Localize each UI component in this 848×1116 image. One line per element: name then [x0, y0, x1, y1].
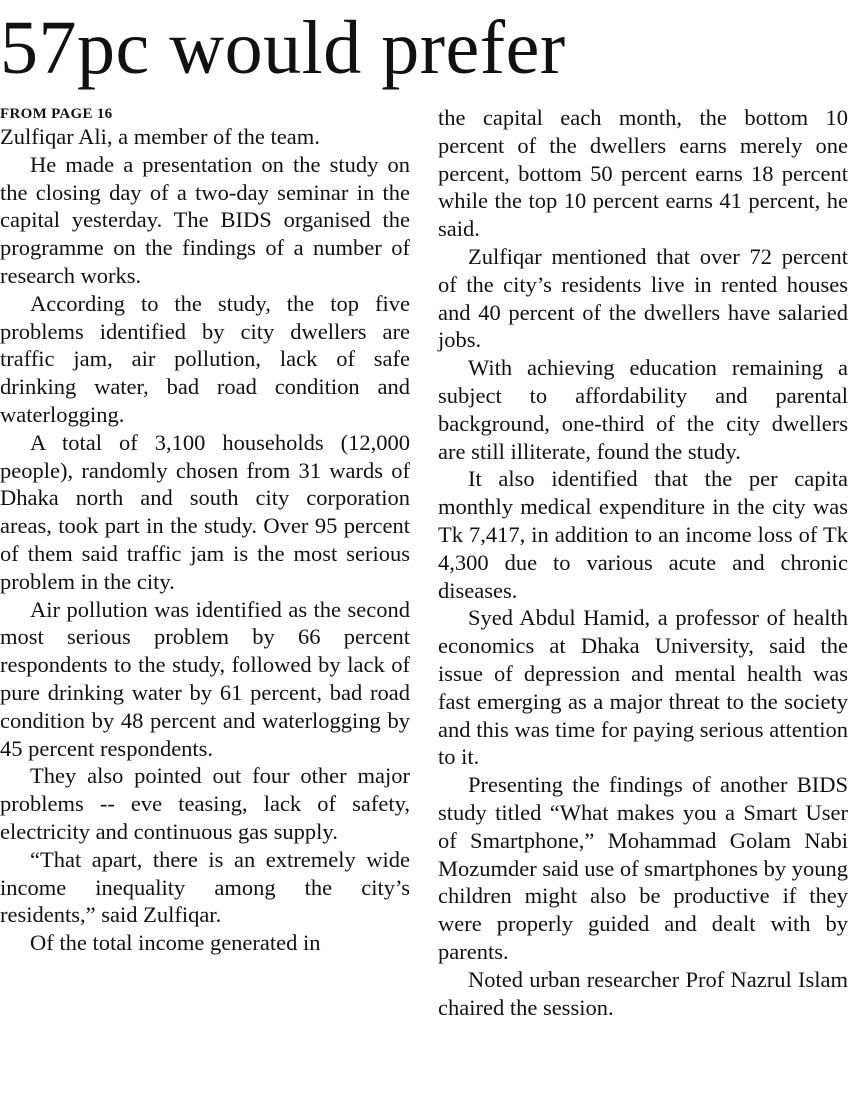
jump-line: FROM PAGE 16 — [0, 106, 113, 122]
paragraph: Air pollution was identified as the second most serious problem by 66 percent respondents to the study, followed by lack of pure drinking water by 61 percent, bad road condition by 48 percent and waterlogging by 45 percent respondents. — [0, 596, 410, 761]
headline: 57pc would prefer — [0, 6, 566, 90]
paragraph: Zulfiqar Ali, a member of the team. — [0, 124, 320, 149]
paragraph: Zulfiqar mentioned that over 72 percent of the city’s residents live in rented houses and 40 percent of the dwellers have salaried jobs. — [438, 243, 848, 353]
paragraph: Noted urban researcher Prof Nazrul Islam chaired the session. — [438, 966, 848, 1020]
paragraph: Of the total income generated in — [30, 930, 321, 956]
paragraph: Syed Abdul Hamid, a professor of health economics at Dhaka University, said the issue of depression and mental health was fast emerging as a major threat to the society and this was time for paying serious attention to it. — [438, 605, 848, 770]
paragraph: A total of 3,100 households (12,000 people), randomly chosen from 31 wards of Dhaka north and south city corporation areas, took part in the study. Over 95 percent of them said traffic jam is the most serious problem in the city. — [0, 429, 410, 594]
paragraph: It also identified that the per capita monthly medical expenditure in the city was Tk 7,417, in addition to an income loss of Tk 4,300 due to various acute and chronic diseases. — [438, 466, 848, 603]
paragraph: He made a presentation on the study on the closing day of a two-day seminar in the capital yesterday. The BIDS organised the programme on the findings of a number of research works. — [0, 151, 410, 288]
paragraph: Presenting the findings of another BIDS study titled “What makes you a Smart User of Smartphone,” Mohammad Golam Nabi Mozumder said use of smartphones by young children might also be productive if they were properly guided and dealt with by parents. — [438, 772, 848, 964]
paragraph: They also pointed out four other major problems -- eve teasing, lack of safety, electricity and continuous gas supply. — [0, 763, 410, 844]
paragraph: According to the study, the top five problems identified by city dwellers are traffic jam, air pollution, lack of safe drinking water, bad road condition and waterlogging. — [0, 290, 410, 427]
paragraph: the capital each month, the bottom 10 percent of the dwellers earns merely one percent, bottom 50 percent earns 18 percent while the top 10 percent earns 41 percent, he said. — [438, 105, 848, 242]
article-column-left — [0, 104, 410, 957]
paragraph: “That apart, there is an extremely wide income inequality among the city’s residents,” said Zulfiqar. — [0, 846, 410, 928]
paragraph: With achieving education remaining a subject to affordability and parental background, one-third of the city dwellers are still illiterate, found the study. — [438, 355, 848, 464]
article-column-right — [438, 104, 848, 1021]
